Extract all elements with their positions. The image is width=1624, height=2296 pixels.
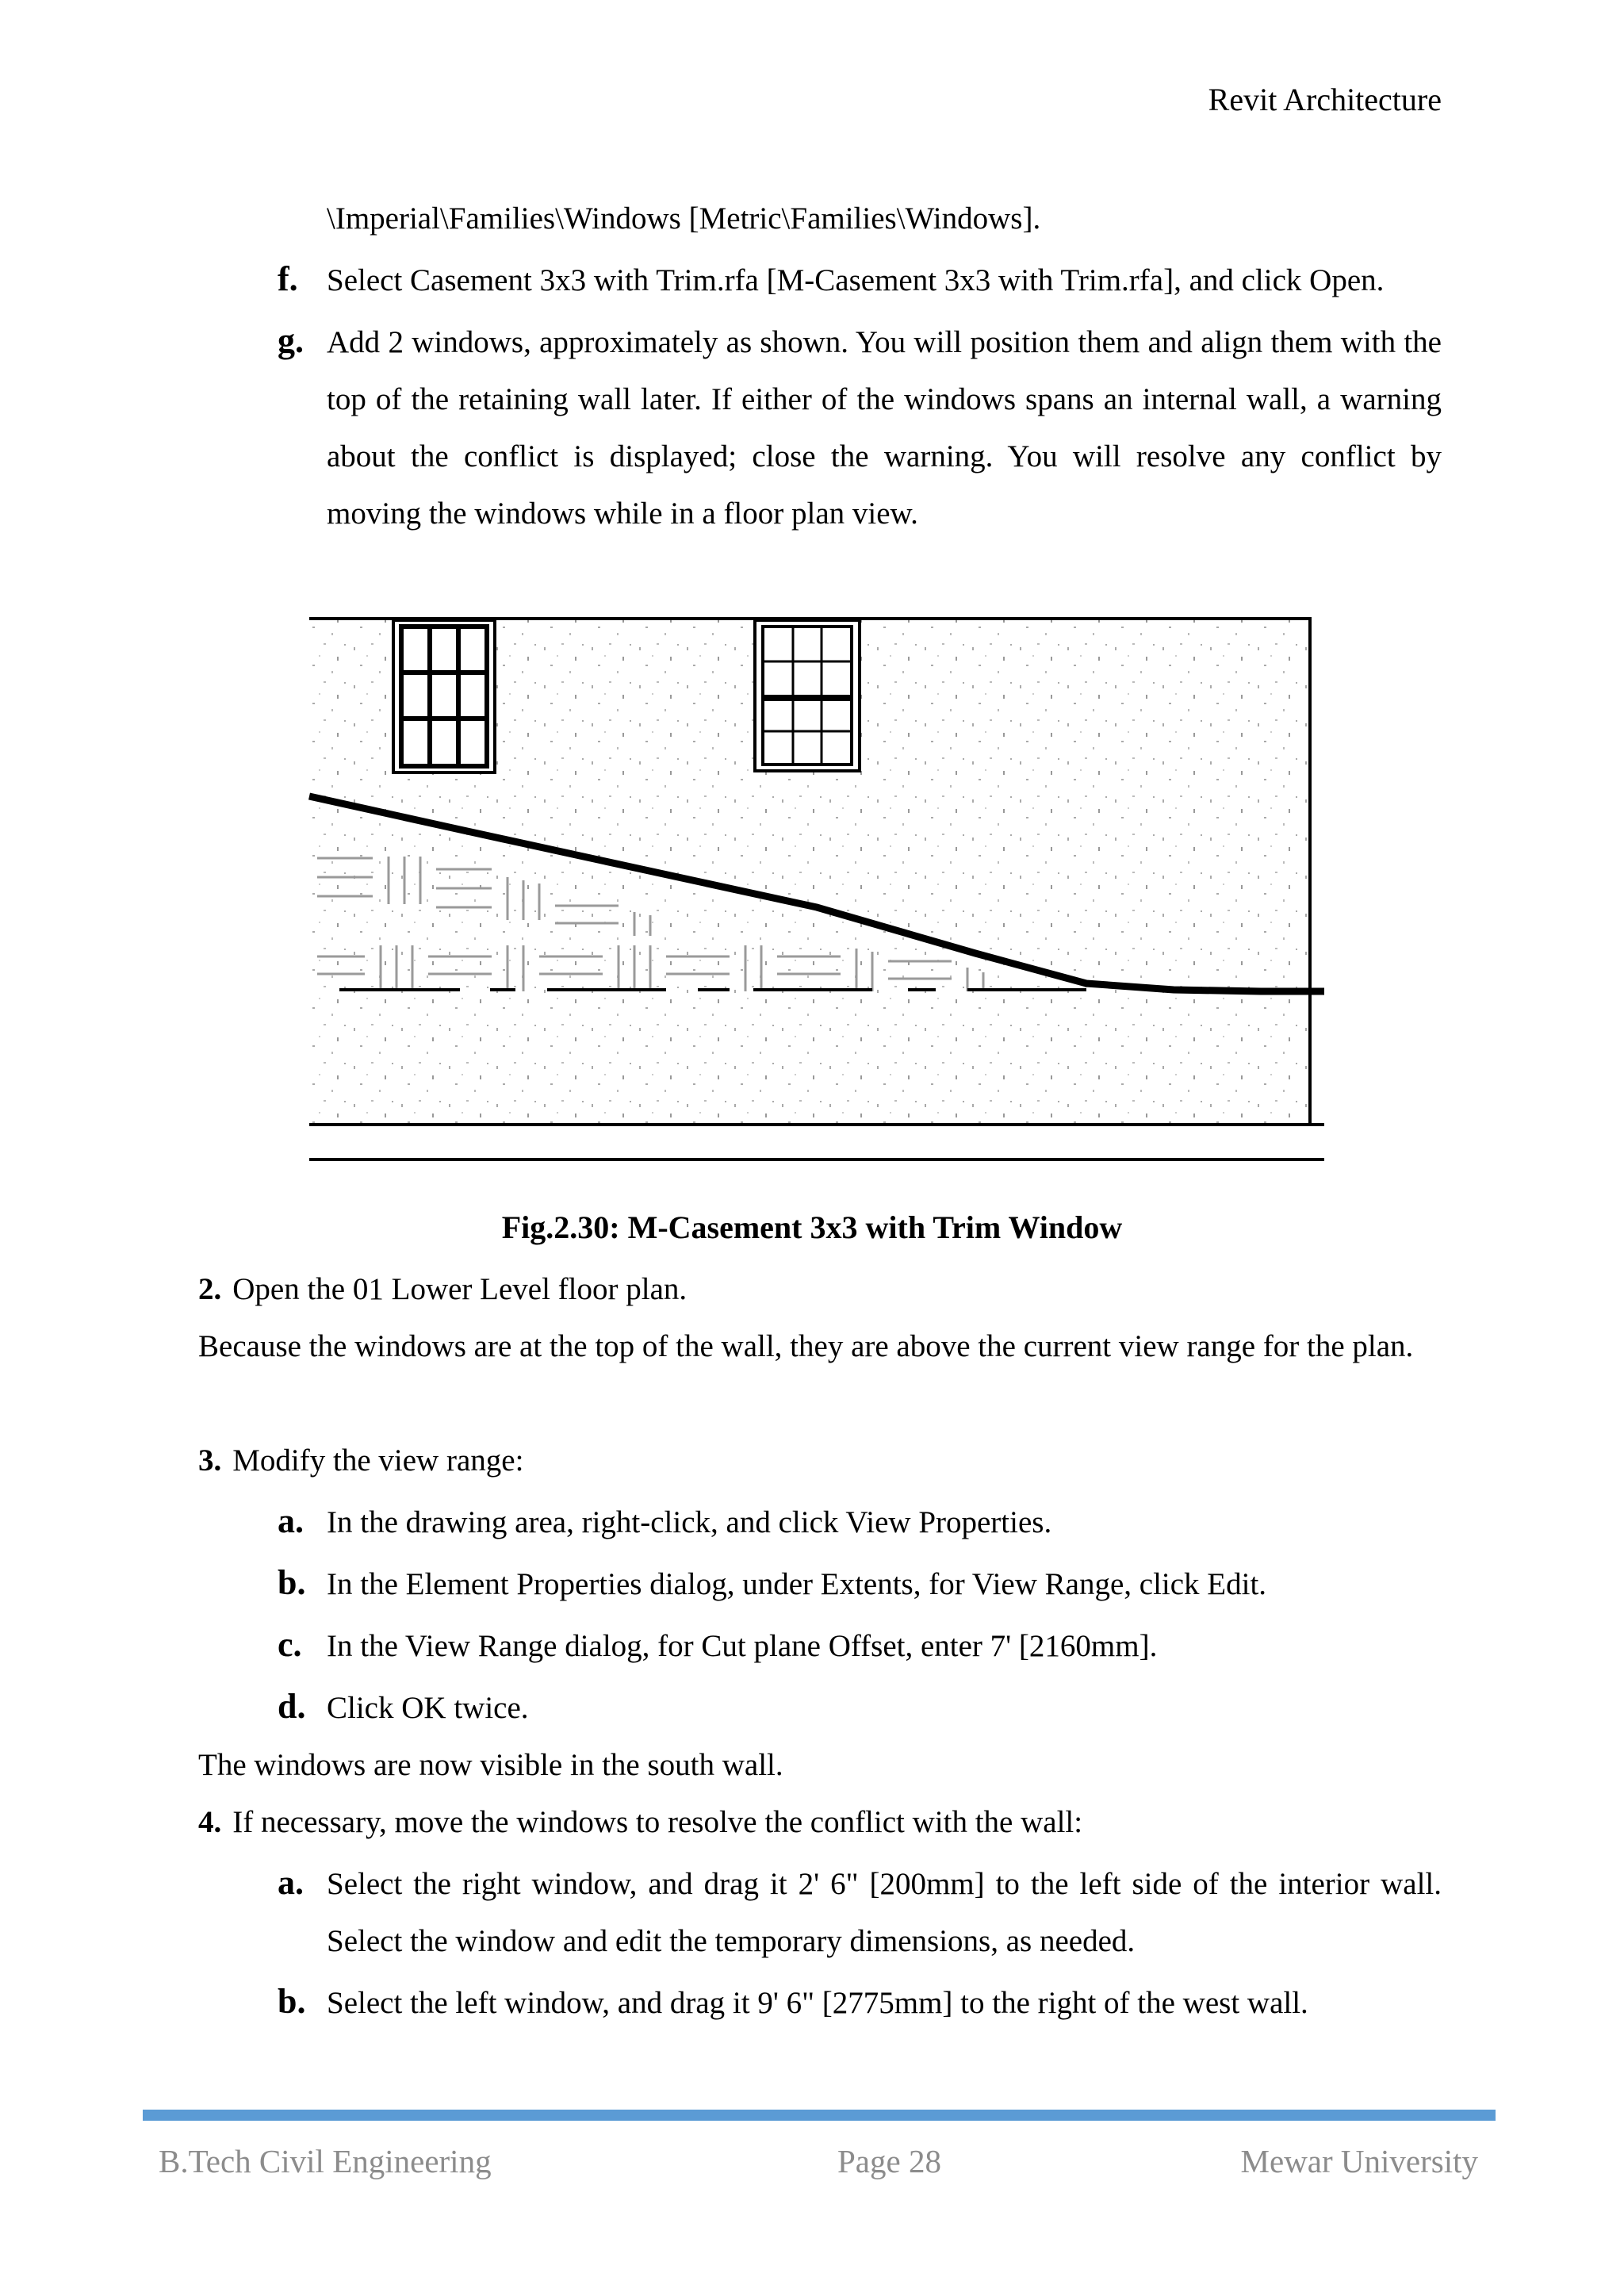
- paragraph-visible: The windows are now visible in the south wall.: [198, 1748, 783, 1782]
- step-3-item-b: [278, 1556, 1442, 1613]
- list-marker: g.: [278, 321, 304, 360]
- list-marker: a.: [278, 1501, 304, 1540]
- list-marker: a.: [278, 1863, 304, 1902]
- list-marker: b.: [278, 1982, 306, 2021]
- step-3-item-a: [278, 1494, 1442, 1551]
- footer-right: Mewar University: [1240, 2143, 1478, 2179]
- list-item-text: In the drawing area, right-click, and click View Properties.: [327, 1505, 1052, 1539]
- step-2: [198, 1261, 1443, 1318]
- footer-left: B.Tech Civil Engineering: [159, 2143, 492, 2179]
- list-item-text: In the View Range dialog, for Cut plane Offset, enter 7' [2160mm].: [327, 1629, 1158, 1663]
- step-text: Modify the view range:: [232, 1443, 524, 1478]
- step-3-item-c: [278, 1618, 1442, 1675]
- step-text: If necessary, move the windows to resolve the conflict with the wall:: [232, 1805, 1083, 1839]
- elevation-figure: [301, 603, 1332, 1174]
- list-item-text: Click OK twice.: [327, 1691, 529, 1725]
- figure-caption: Fig.2.30: M-Casement 3x3 with Trim Window: [501, 1209, 1123, 1245]
- list-item-g: [278, 314, 1442, 542]
- list-item-text: Select Casement 3x3 with Trim.rfa [M-Casement 3x3 with Trim.rfa], and click Open.: [327, 263, 1385, 297]
- step-4-item-a: [278, 1856, 1442, 1970]
- step-3: [198, 1432, 1443, 1489]
- list-item-text: Add 2 windows, approximately as shown. You will position them and align them with the top of the retaining wall later. If either of the windows spans an internal wall, a warning about the conflict is displayed; close the warning. You will resolve any conflict by moving the windows while in a floor plan view.: [327, 325, 1442, 531]
- step-number: 4.: [198, 1805, 222, 1839]
- paragraph-view-range: Because the windows are at the top of the wall, they are above the current view range for the plan.: [198, 1329, 1414, 1363]
- list-marker: d.: [278, 1687, 306, 1726]
- footer-page-number: Page 28: [837, 2143, 941, 2179]
- list-marker: f.: [278, 259, 298, 298]
- step-text: Open the 01 Lower Level floor plan.: [232, 1272, 688, 1306]
- left-window: [393, 620, 495, 772]
- list-marker: b.: [278, 1563, 306, 1602]
- list-marker: c.: [278, 1625, 302, 1664]
- footer-rule: [143, 2110, 1496, 2121]
- step-number: 2.: [198, 1272, 222, 1306]
- list-item-text: Select the left window, and drag it 9' 6" [2775mm] to the right of the west wall.: [327, 1986, 1308, 2020]
- path-continuation: \Imperial\Families\Windows [Metric\Families\Windows].: [327, 201, 1041, 236]
- list-item-text: In the Element Properties dialog, under Extents, for View Range, click Edit.: [327, 1567, 1267, 1601]
- step-number: 3.: [198, 1443, 222, 1478]
- list-item-text: Select the right window, and drag it 2' 6" [200mm] to the left side of the interior wall. Select the window and edit the temporary dimensions, as needed.: [327, 1867, 1442, 1958]
- step-4: [198, 1794, 1443, 1851]
- right-window: [755, 620, 860, 771]
- list-item-f: [278, 252, 1442, 309]
- step-4-item-b: [278, 1975, 1442, 2032]
- step-3-item-d: [278, 1680, 1442, 1737]
- header-title: Revit Architecture: [1208, 82, 1442, 117]
